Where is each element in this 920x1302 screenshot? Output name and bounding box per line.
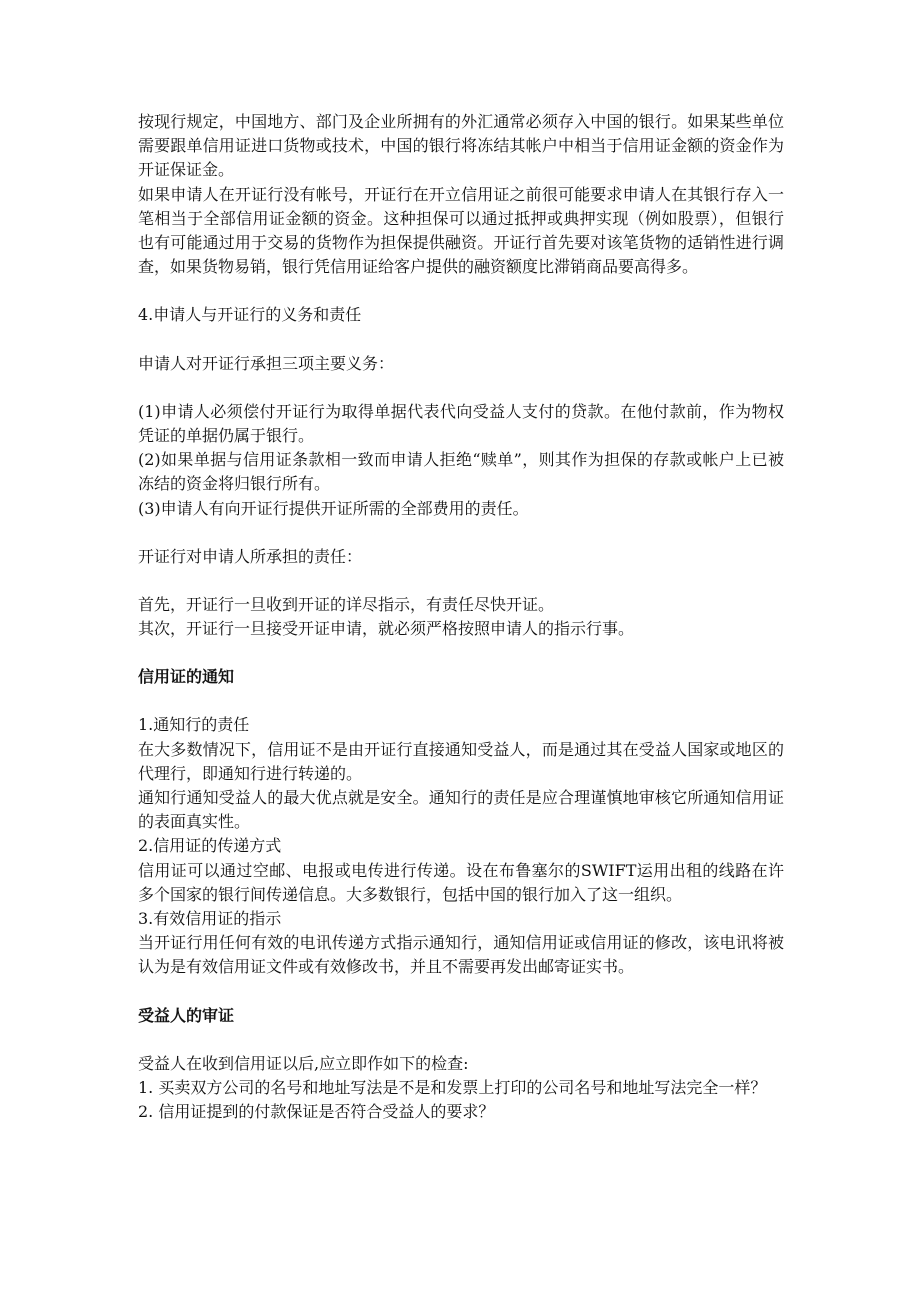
paragraph: 通知行通知受益人的最大优点就是安全。通知行的责任是应合理谨慎地审核它所通知信用证的表面真实性。 xyxy=(138,788,784,832)
subheading: 2.信用证的传递方式 xyxy=(138,836,282,856)
list-item: 首先，开证行一旦收到开证的详尽指示，有责任尽快开证。 xyxy=(138,595,555,615)
paragraph: 开证行对申请人所承担的责任： xyxy=(138,546,363,566)
paragraph: 当开证行用任何有效的电讯传递方式指示通知行，通知信用证或信用证的修改，该电讯将被认为是有效信用证文件或有效修改书，并且不需要再发出邮寄证实书。 xyxy=(138,933,784,977)
list-item: (1)申请人必须偿付开证行为取得单据代表代向受益人支付的贷款。在他付款前，作为物权凭证的单据仍属于银行。 xyxy=(138,401,784,446)
list-item: 其次，开证行一旦接受开证申请，就必须严格按照申请人的指示行事。 xyxy=(138,619,635,639)
paragraph: 如果申请人在开证行没有帐号，开证行在开立信用证之前很可能要求申请人在其银行存入一笔相当于全部信用证金额的资金。这种担保可以通过抵押或典押实现（例如股票），但银行也有可能通过用于交易的货物作为担保提供融资。开证行首先要对该笔货物的适销性进行调查，如果货物易销，银行凭信用证给客户提供的融资额度比滞销商品要高得多。 xyxy=(138,184,784,277)
paragraph: 在大多数情况下，信用证不是由开证行直接通知受益人，而是通过其在受益人国家或地区的代理行，即通知行进行转递的。 xyxy=(138,739,784,783)
list-item: (3)申请人有向开证行提供开证所需的全部费用的责任。 xyxy=(138,498,529,518)
section-title: 4.申请人与开证行的义务和责任 xyxy=(138,305,362,325)
subheading: 3.有效信用证的指示 xyxy=(138,909,282,929)
section-heading: 受益人的审证 xyxy=(138,1005,235,1025)
paragraph: 申请人对开证行承担三项主要义务： xyxy=(138,353,395,373)
list-item: 2. 信用证提到的付款保证是否符合受益人的要求？ xyxy=(138,1102,495,1122)
paragraph: 按现行规定，中国地方、部门及企业所拥有的外汇通常必须存入中国的银行。如果某些单位需要跟单信用证进口货物或技术，中国的银行将冻结其帐户中相当于信用证金额的资金作为开证保证金。 xyxy=(138,112,784,180)
paragraph: 受益人在收到信用证以后,应立即作如下的检查: xyxy=(138,1053,469,1073)
paragraph: 信用证可以通过空邮、电报或电传进行传递。设在布鲁塞尔的SWIFT运用出租的线路在许多个国家的银行间传递信息。大多数银行，包括中国的银行加入了这一组织。 xyxy=(138,860,784,904)
list-item: (2)如果单据与信用证条款相一致而申请人拒绝“赎单”，则其作为担保的存款或帐户上已被冻结的资金将归银行所有。 xyxy=(138,450,784,494)
subheading: 1.通知行的责任 xyxy=(138,715,250,735)
section-heading: 信用证的通知 xyxy=(138,667,235,687)
list-item: 1. 买卖双方公司的名号和地址写法是不是和发票上打印的公司名号和地址写法完全一样？ xyxy=(138,1077,767,1097)
document-page xyxy=(138,110,784,1124)
